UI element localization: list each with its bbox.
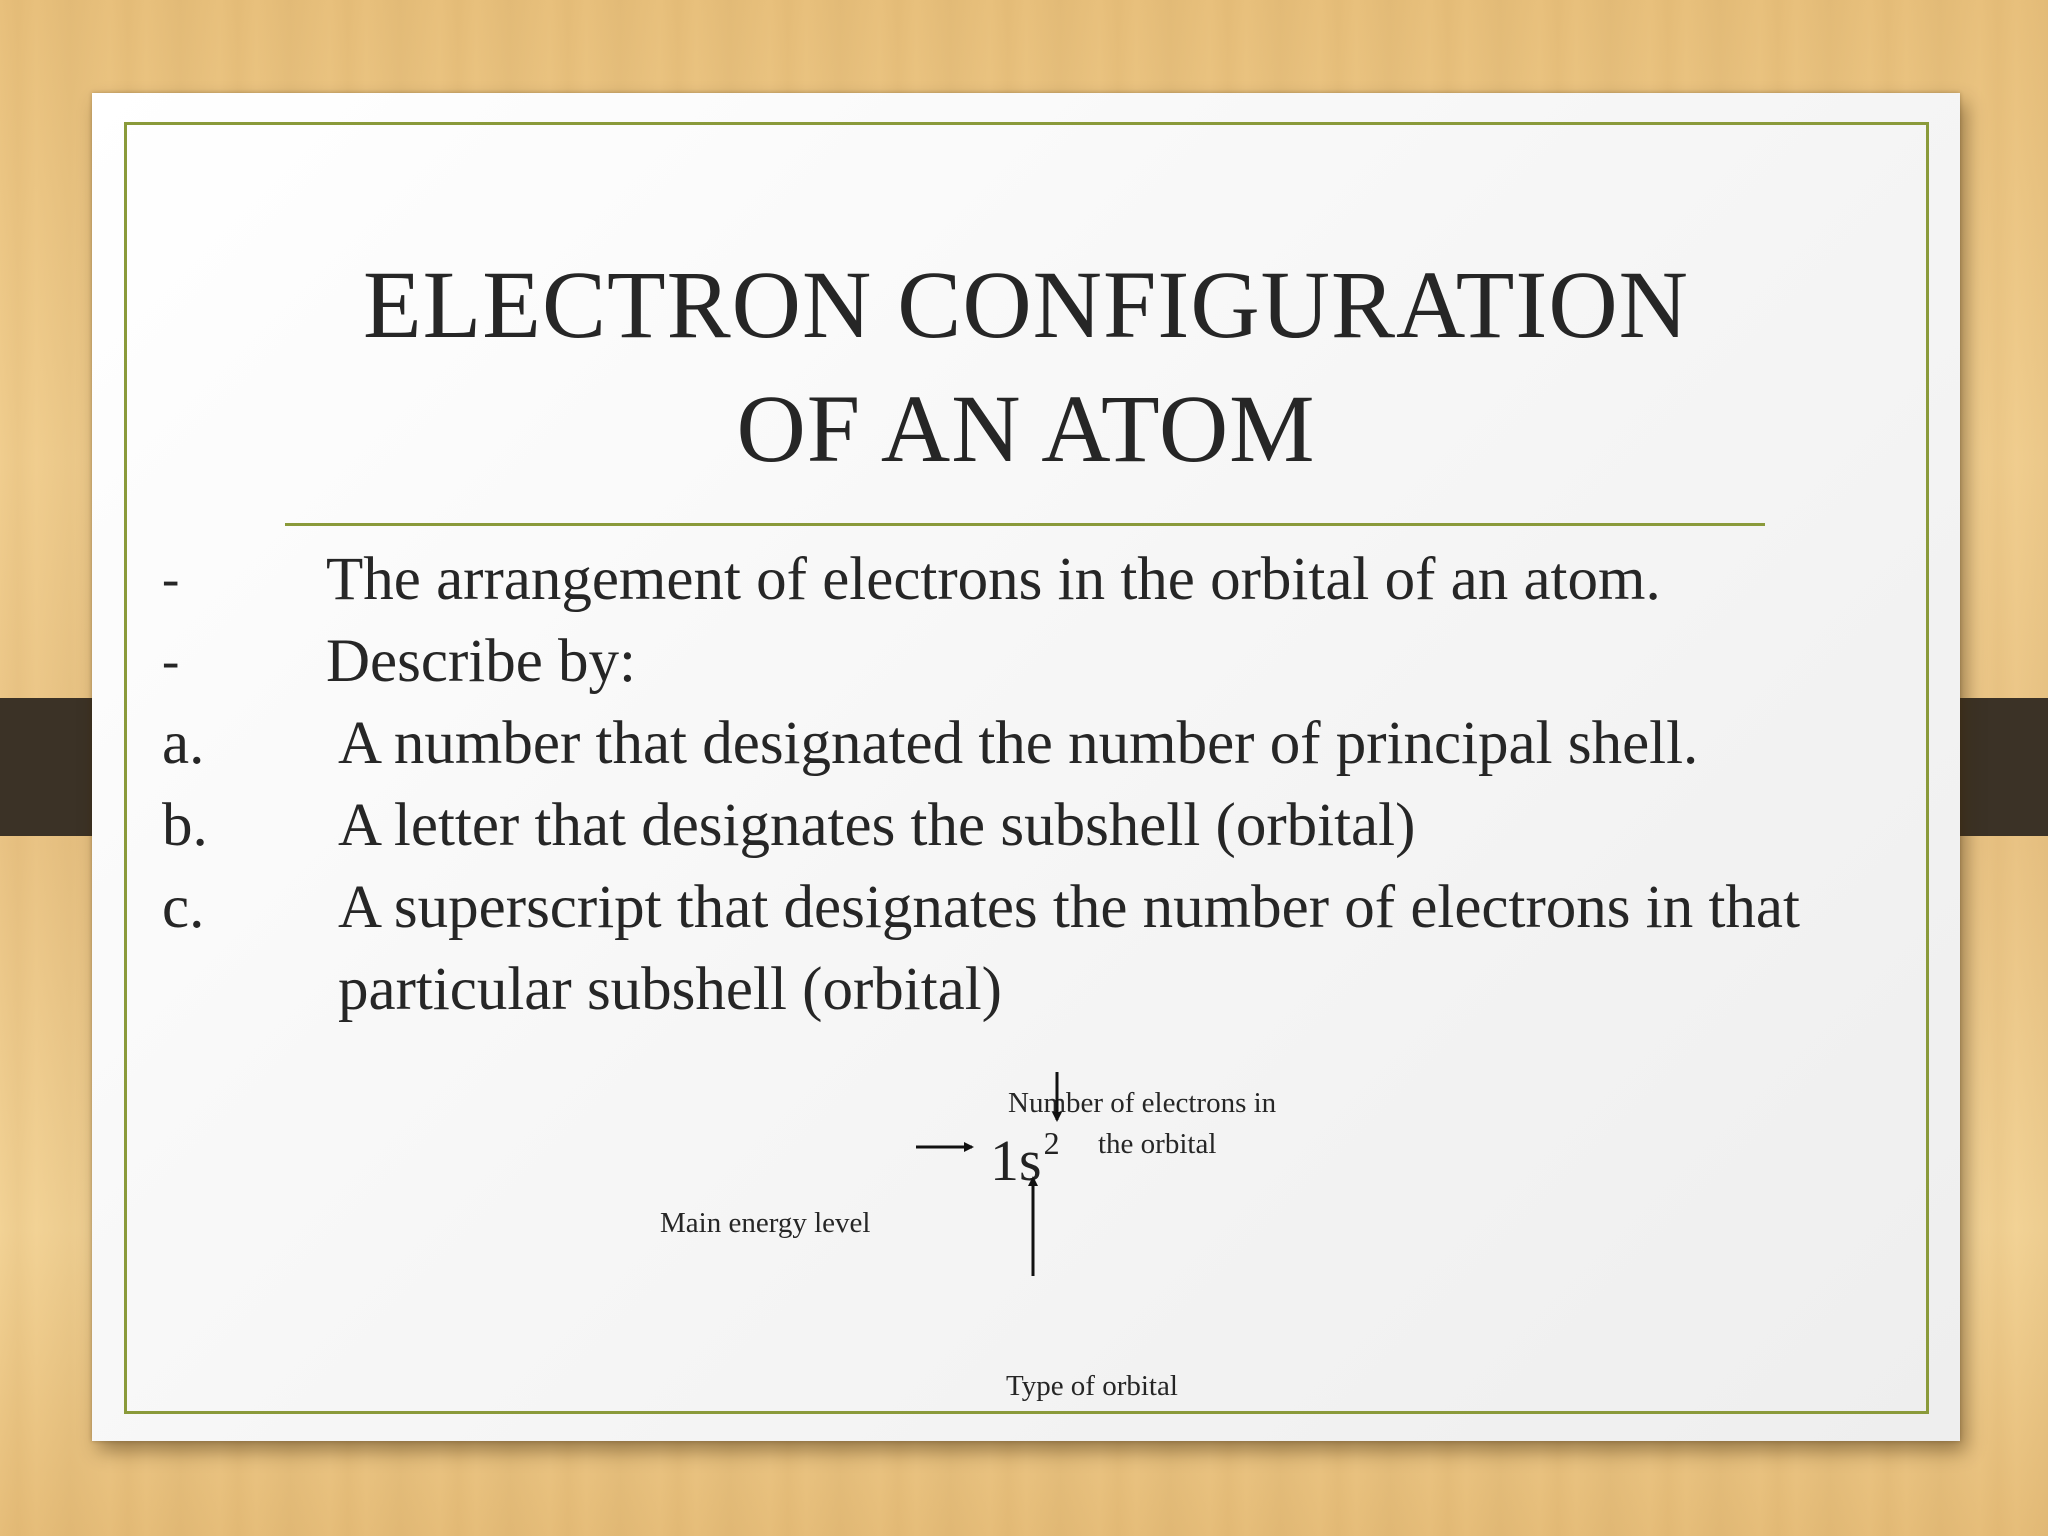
- list-marker: a.: [162, 710, 205, 777]
- title-line-1: ELECTRON CONFIGURATION: [363, 251, 1689, 358]
- formula-base: 1s: [990, 1128, 1042, 1193]
- title-line-2: OF AN ATOM: [736, 375, 1316, 482]
- bullet-text: The arrangement of electrons in the orbital of an atom.: [326, 546, 1661, 613]
- list-text: A superscript that designates the number of electrons in that: [338, 874, 1800, 941]
- list-text: A number that designated the number of principal shell.: [338, 710, 1699, 777]
- bullet-marker: -: [162, 551, 180, 608]
- list-text: A letter that designates the subshell (orbital): [338, 792, 1416, 859]
- bullet-marker: -: [162, 633, 180, 690]
- label-main-energy-level: Main energy level: [660, 1207, 871, 1239]
- list-marker: c.: [162, 874, 205, 941]
- bullet-text: Describe by:: [326, 628, 636, 695]
- label-electrons-line1: Number of electrons in: [1008, 1087, 1277, 1119]
- list-text-continuation: particular subshell (orbital): [338, 956, 1003, 1023]
- slide: [92, 93, 1960, 1441]
- label-type-of-orbital: Type of orbital: [1006, 1370, 1178, 1402]
- formula-superscript: 2: [1043, 1125, 1060, 1161]
- list-marker: b.: [162, 792, 208, 859]
- diagram-arrows: [92, 93, 1960, 1441]
- label-electrons-line2: the orbital: [1098, 1128, 1217, 1160]
